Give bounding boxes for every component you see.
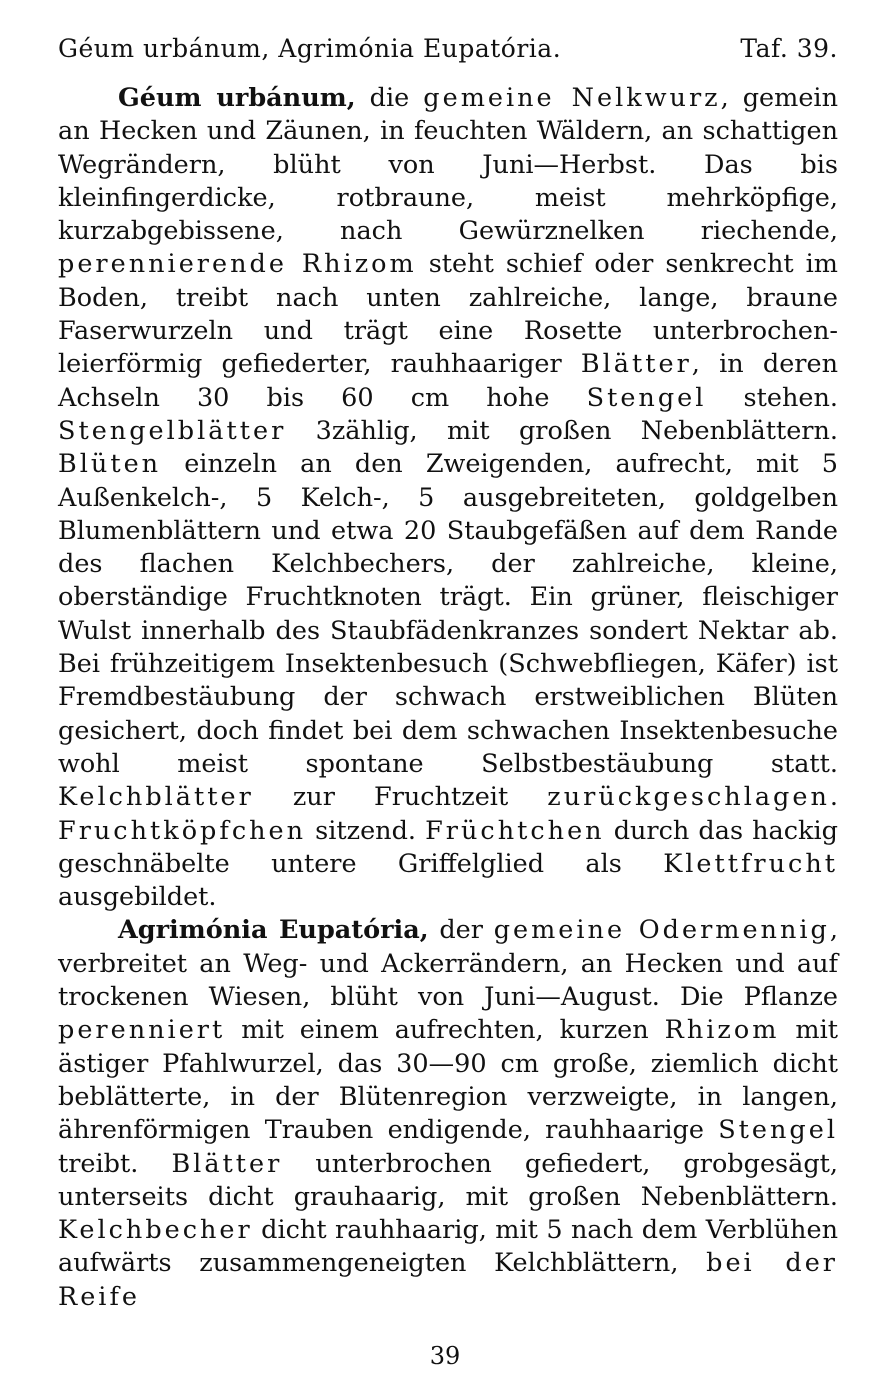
species-name: Agrimónia Eupatória, (118, 915, 429, 946)
emphasized-term: Klettfrucht (663, 848, 838, 879)
text-run: dicht rauhhaarig, mit 5 nach dem Verblühen aufwärts zusammengeneigten Kelchblättern, (58, 1215, 838, 1279)
book-page (58, 34, 838, 1314)
text-run: durch das hackig geschnäbelte untere Griffelglied als (58, 815, 838, 879)
emphasized-term: gemeine Nelkwurz (423, 83, 721, 113)
text-run: sitzend. (306, 815, 426, 846)
text-run: stehen. (706, 382, 838, 413)
emphasized-term: perenniert (58, 1015, 226, 1046)
page-number: 39 (429, 1342, 461, 1370)
paragraph-agrimonia (58, 914, 838, 1314)
emphasized-term: perennierende Rhizom (58, 249, 417, 280)
emphasized-term: Blätter (171, 1148, 283, 1179)
plate-number: Taf. 39. (740, 34, 838, 63)
emphasized-term: Kelchbecher (58, 1215, 253, 1246)
species-name: Géum urbánum, (118, 83, 356, 113)
text-run: einzeln an den Zweigenden, aufrecht, mit 5 Außenkelch-, 5 Kelch-, 5 ausgebreiteten, goldgelben Blumenblättern und etwa 20 Staubgefäßen auf dem Rande des flachen Kelchbechers, der zahlreiche, kleine, oberständige Fruchtknoten trägt. Ein grüner, fleischiger Wulst innerhalb des Staubfädenkranzes sondert Nektar ab. Bei frühzeitigem Insektenbesuch (Schwebfliegen, Käfer) ist Fremdbestäubung der schwach erstweiblichen Blüten gesichert, doch findet bei dem schwachen Insektenbesuche wohl meist spontane Selbstbestäubung statt. (58, 449, 838, 779)
emphasized-term: Rhizom (664, 1015, 780, 1046)
text-run: , in deren Achseln 30 bis 60 cm hohe (58, 349, 838, 413)
text-run: mit ästiger Pfahlwurzel, das 30—90 cm große, ziemlich dicht beblätterte, in der Blütenregion verzweigte, in langen, ährenförmigen Trauben endigende, rauhhaarige (58, 1015, 838, 1146)
text-run: zur Fruchtzeit (253, 782, 548, 813)
text-run: die (355, 83, 424, 113)
emphasized-term: gemeine Odermennig (493, 915, 830, 946)
text-run: treibt. (58, 1148, 172, 1179)
text-run: , gemein an Hecken und Zäunen, in feuchten Wäldern, an schattigen Wegrändern, blüht von Juni—Herbst. Das bis kleinfingerdicke, rotbraune, meist mehrköpfige, kurzabgebissene, nach Gewürznelken riechende, (58, 83, 838, 247)
paragraph-geum (58, 82, 838, 914)
running-header (58, 34, 838, 82)
emphasized-term: bei der Reife (58, 1248, 838, 1312)
emphasized-term: Blüten (58, 449, 162, 480)
text-run: , verbreitet an Weg- und Ackerrändern, an Hecken und auf trockenen Wiesen, blüht von Juni—August. Die Pflanze (58, 915, 838, 1013)
emphasized-term: Fruchtköpfchen (58, 815, 307, 846)
emphasized-term: Früchtchen (425, 815, 605, 846)
text-run: der (428, 915, 494, 946)
text-run: . (829, 782, 838, 813)
header-title: Géum urbánum, Agrimónia Eupatória. (58, 34, 562, 63)
text-run: 3zählig, mit großen Nebenblättern. (286, 415, 838, 446)
emphasized-term: Blätter (580, 349, 692, 380)
text-run: unterbrochen gefiedert, grobgesägt, unterseits dicht grauhaarig, mit großen Nebenblättern. (58, 1148, 838, 1212)
text-run: mit einem aufrechten, kurzen (225, 1015, 665, 1046)
emphasized-term: Stengel (718, 1115, 838, 1146)
text-run: steht schief oder senkrecht im Boden, treibt nach unten zahlreiche, lange, braune Faserwurzeln und trägt eine Rosette unterbrochen-leierförmig gefiederter, rauhhaariger (58, 249, 838, 380)
text-run: ausgebildet. (58, 882, 217, 913)
emphasized-term: Stengel (586, 382, 707, 413)
emphasized-term: zurückgeschlagen (547, 782, 830, 813)
emphasized-term: Stengelblätter (58, 415, 287, 446)
emphasized-term: Kelchblätter (58, 782, 254, 813)
body-text (58, 82, 838, 1314)
